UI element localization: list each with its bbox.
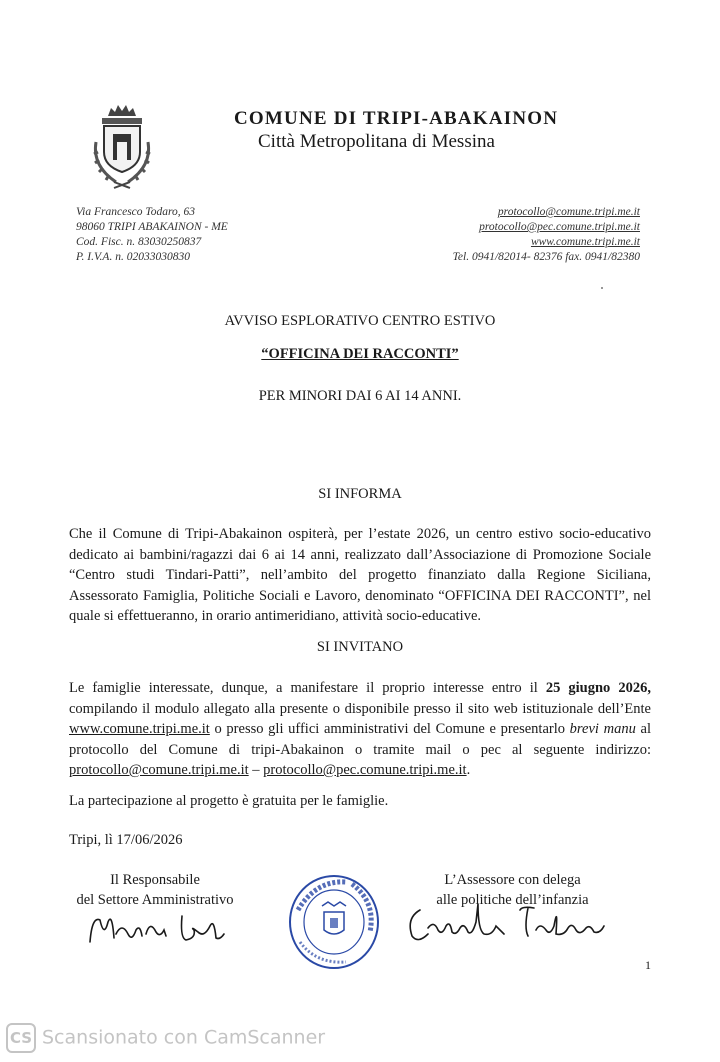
handwritten-signature-left bbox=[86, 908, 236, 950]
si-invitano-heading: SI INVITANO bbox=[316, 639, 404, 655]
pec-link[interactable]: protocollo@pec.comune.tripi.me.it bbox=[263, 762, 467, 778]
paragraph-line bbox=[69, 760, 651, 781]
signatory-title: Il Responsabile bbox=[110, 872, 200, 888]
invitano-paragraph bbox=[69, 678, 651, 781]
paragraph-line bbox=[69, 719, 651, 740]
si-informa-heading: SI INFORMA bbox=[318, 486, 402, 502]
invite-text: Le famiglie interessate, dunque, a manifestare il proprio interesse entro il bbox=[69, 680, 546, 696]
signature-block-left bbox=[70, 870, 240, 910]
invite-text: o presso gli uffici amministrativi del Comune e presentarlo bbox=[209, 721, 570, 737]
org-subtitle: Città Metropolitana di Messina bbox=[258, 131, 495, 152]
period: . bbox=[466, 762, 471, 778]
handwritten-signature-right bbox=[404, 900, 614, 948]
place-date: Tripi, lì 17/06/2026 bbox=[69, 832, 183, 848]
camscanner-watermark bbox=[6, 1023, 325, 1053]
vat-number: P. I.V.A. n. 02033030830 bbox=[76, 251, 190, 263]
address-line: Via Francesco Todaro, 63 bbox=[76, 206, 196, 218]
paragraph-line: Assessorato Famiglia, Politiche Sociali e Lavoro, denominato “OFFICINA DEI RACCONTI”, nel bbox=[69, 587, 651, 604]
camscanner-logo-icon: CS bbox=[6, 1023, 36, 1053]
website-link[interactable]: www.comune.tripi.me.it bbox=[69, 721, 210, 737]
signatory-department: del Settore Amministrativo bbox=[76, 892, 234, 908]
phone-fax: Tel. 0941/82014- 82376 fax. 0941/82380 bbox=[452, 251, 640, 263]
deadline-date: 25 giugno 2026, bbox=[545, 680, 651, 696]
municipal-crest-logo bbox=[86, 102, 158, 192]
signatory-title: L’Assessore con delega bbox=[444, 872, 581, 888]
pec-link[interactable]: protocollo@pec.comune.tripi.me.it bbox=[479, 221, 640, 233]
free-participation-note: La partecipazione al progetto è gratuita per le famiglie. bbox=[69, 793, 389, 809]
project-name: “OFFICINA DEI RACCONTI” bbox=[261, 346, 459, 362]
paragraph-line: “Centro studi Tindari-Patti”, nell’ambito del progetto finanziato dalla Regione Siciliana, bbox=[69, 567, 651, 583]
paragraph-line: quale si effettueranno, in orario antimeridiano, attività socio-educative. bbox=[69, 608, 482, 624]
brevi-manu-text: brevi manu bbox=[569, 721, 636, 737]
contacts-right bbox=[453, 205, 640, 265]
scan-speck bbox=[601, 287, 603, 289]
page-number: 1 bbox=[645, 958, 651, 972]
separator: – bbox=[248, 762, 264, 778]
notice-title: AVVISO ESPLORATIVO CENTRO ESTIVO bbox=[224, 313, 496, 329]
fiscal-code: Cod. Fisc. n. 83030250837 bbox=[76, 236, 202, 248]
invite-text: al bbox=[635, 721, 651, 737]
paragraph-line: compilando il modulo allegato alla presente o disponibile presso il sito web istituzionale dell’Ente bbox=[69, 700, 651, 717]
target-age: PER MINORI DAI 6 AI 14 ANNI. bbox=[258, 388, 462, 404]
official-stamp bbox=[286, 872, 382, 972]
website-link[interactable]: www.comune.tripi.me.it bbox=[530, 236, 640, 248]
informa-paragraph bbox=[69, 524, 651, 627]
paragraph-line: Che il Comune di Tripi-Abakainon ospiterà, per l’estate 2026, un centro estivo socio-educativo bbox=[69, 526, 651, 542]
paragraph-line bbox=[69, 678, 651, 699]
paragraph-line: dedicato ai bambini/ragazzi dai 6 ai 14 anni, realizzato dall’Associazione di Promozione Sociale bbox=[69, 546, 651, 563]
paragraph-line: protocollo del Comune di tripi-Abakainon o tramite mail o pec al seguente indirizzo: bbox=[69, 741, 651, 758]
watermark-text: Scansionato con CamScanner bbox=[42, 1026, 326, 1049]
org-name: COMUNE DI TRIPI-ABAKAINON bbox=[234, 108, 559, 129]
signatory-department: alle politiche dell’infanzia bbox=[436, 892, 589, 908]
contacts-left bbox=[76, 205, 228, 265]
email-link[interactable]: protocollo@comune.tripi.me.it bbox=[497, 206, 640, 218]
city-line: 98060 TRIPI ABAKAINON - ME bbox=[76, 221, 228, 233]
email-link[interactable]: protocollo@comune.tripi.me.it bbox=[69, 762, 249, 778]
